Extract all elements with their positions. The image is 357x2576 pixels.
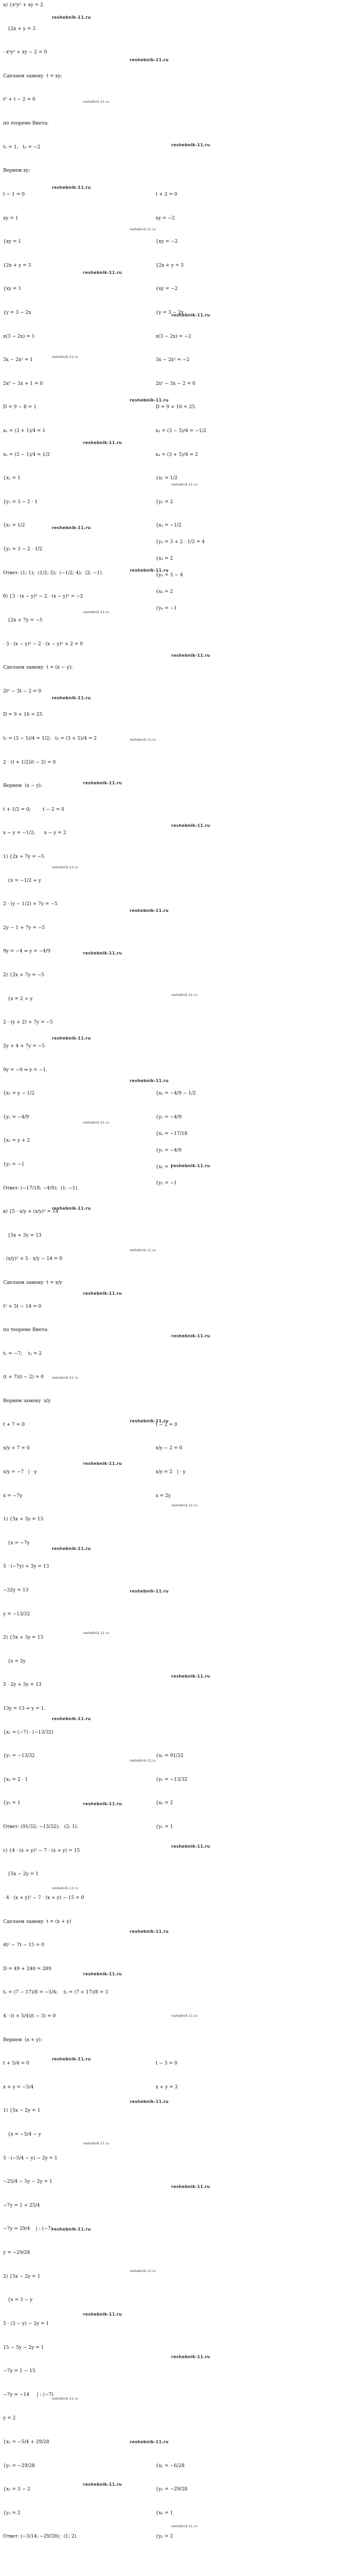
solution-line: {x₁ = 1 bbox=[3, 476, 21, 481]
watermark: reshebnik-11.ru bbox=[171, 993, 198, 997]
solution-line-right: {y₂ = 2 bbox=[156, 2534, 173, 2540]
solution-line-right: {x₁ = −4/9 − 1/2 bbox=[156, 1091, 196, 1097]
watermark: reshebnik-11.ru bbox=[171, 1844, 210, 1849]
solution-line: Вернем (x + y): bbox=[3, 2037, 43, 2043]
solution-line-right: {x₂ = 2 bbox=[156, 1801, 173, 1806]
solution-line: t + 1/2 = 0; t − 2 = 0 bbox=[3, 807, 64, 812]
watermark: reshebnik-11.ru bbox=[52, 1887, 78, 1890]
solution-line: 9y = −9 ⇒ y = −1. bbox=[3, 1067, 48, 1073]
watermark: reshebnik-11.ru bbox=[52, 525, 91, 530]
solution-line: x = −7y bbox=[3, 1493, 22, 1499]
solution-line: −32y = 13 bbox=[3, 1587, 29, 1593]
watermark: reshebnik-11.ru bbox=[83, 1291, 122, 1296]
watermark: reshebnik-11.ru bbox=[171, 1674, 210, 1679]
solution-line: −7y = 1 − 15 bbox=[3, 2369, 36, 2374]
watermark: reshebnik-11.ru bbox=[171, 2014, 198, 2018]
solution-line-right: {x₂ = 1 bbox=[156, 2510, 173, 2516]
solution-line: 3x − 2x² = 1 bbox=[3, 357, 33, 363]
solution-line: 2 · (y + 2) + 7y = −5 bbox=[3, 1020, 53, 1026]
solution-line-right: t + 2 = 0 bbox=[156, 191, 177, 197]
solution-line: 1) {5x − 2y = 1 bbox=[3, 2108, 40, 2114]
solution-line-right: {x₂ = 1 bbox=[156, 1164, 173, 1170]
watermark: reshebnik-11.ru bbox=[130, 58, 169, 62]
watermark: reshebnik-11.ru bbox=[171, 1504, 198, 1507]
solution-line-right: {x₄ = 2 bbox=[156, 589, 173, 595]
watermark: reshebnik-11.ru bbox=[83, 2312, 122, 2317]
solution-line: y = 2 bbox=[3, 2416, 16, 2421]
solution-line: {5x − 2y = 1 bbox=[3, 1872, 39, 1877]
watermark: reshebnik-11.ru bbox=[83, 951, 122, 955]
watermark: reshebnik-11.ru bbox=[130, 908, 169, 913]
solution-line: · (x/y)² + 5 · x/y − 14 = 0 bbox=[3, 1256, 63, 1262]
solution-line-right: {y₁ = −4/9 bbox=[156, 1114, 182, 1120]
solution-line-right: x/y − 2 = 0 bbox=[156, 1446, 183, 1451]
solution-line: а) {x²y² + xy = 2 bbox=[3, 3, 44, 8]
watermark: reshebnik-11.ru bbox=[83, 100, 109, 104]
solution-line: x₁ = (3 + 1)/4 = 1 bbox=[3, 428, 46, 434]
watermark: reshebnik-11.ru bbox=[130, 398, 169, 403]
solution-line-right: D = 9 + 16 = 25 bbox=[156, 405, 195, 410]
solution-line: {x₁ = −5/4 + 29/28 bbox=[3, 2439, 49, 2445]
solution-line: −25/4 − 5y − 2y = 1 bbox=[3, 2179, 52, 2185]
watermark: reshebnik-11.ru bbox=[130, 1929, 169, 1934]
watermark: reshebnik-11.ru bbox=[83, 1631, 109, 1635]
solution-line: Вернем (x − y): bbox=[3, 783, 43, 789]
solution-line: t² + t − 2 = 0 bbox=[3, 97, 36, 103]
solution-line: {y₂ = 3 − 2 · 1/2 bbox=[3, 547, 43, 552]
solution-line: {y = 3 − 2x bbox=[3, 310, 31, 315]
solution-line: x − y = −1/2; x − y = 2 bbox=[3, 830, 66, 836]
solution-line-right: {y₂ = 1 bbox=[156, 1824, 173, 1830]
solution-line: {xy = 1 bbox=[3, 239, 21, 245]
watermark: reshebnik-11.ru bbox=[171, 313, 210, 317]
watermark: reshebnik-11.ru bbox=[83, 1121, 109, 1125]
solution-line: Вернем xy: bbox=[3, 168, 31, 174]
solution-line: {5x + 3y = 13 bbox=[3, 1232, 42, 1238]
solution-line-right: {x₄ = 2 bbox=[156, 556, 173, 562]
solution-line: {x₂ = y + 2 bbox=[3, 1138, 30, 1144]
solution-line-right: {x₁ = 91/32 bbox=[156, 1753, 184, 1759]
solution-line: 4t² − 7t − 15 = 0 bbox=[3, 1943, 45, 1948]
solution-line: {y₂ = 1 bbox=[3, 1801, 21, 1806]
solution-line: t₁ = −7; t₂ = 2 bbox=[3, 1351, 42, 1356]
solution-line: 2) {5x + 3y = 13 bbox=[3, 1635, 44, 1641]
solution-line: · 3 · (x − y)² − 2 · (x − y)² + 2 = 0 bbox=[3, 641, 83, 647]
solution-line-right: {xy = −2 bbox=[156, 239, 178, 245]
solution-line: x/y = −7 | · y bbox=[3, 1469, 37, 1475]
solution-line-right: {xy = −2 bbox=[156, 286, 178, 292]
watermark: reshebnik-11.ru bbox=[83, 1972, 122, 1976]
solution-line-right: x + y = 3 bbox=[156, 2084, 178, 2090]
solution-line-right: {x₃ = −1/2 bbox=[156, 523, 182, 529]
solution-line: y = −29/28 bbox=[3, 2250, 30, 2256]
solution-line: {x = −1/2 + y bbox=[3, 878, 42, 883]
watermark: reshebnik-11.ru bbox=[130, 1419, 169, 1423]
solution-line: {2x + y = 3 bbox=[3, 26, 36, 32]
watermark: reshebnik-11.ru bbox=[83, 611, 109, 614]
solution-line: 2y − 1 + 7y = −5 bbox=[3, 925, 45, 931]
watermark: reshebnik-11.ru bbox=[83, 2142, 109, 2145]
watermark: reshebnik-11.ru bbox=[171, 2355, 210, 2359]
solution-line: x(3 − 2x) = 1 bbox=[3, 334, 35, 339]
solution-line: 2 · (y − 1/2) + 7y = −5 bbox=[3, 902, 58, 907]
watermark: reshebnik-11.ru bbox=[171, 2184, 210, 2189]
solution-line: Ответ: (91/32; −13/32); (2; 1). bbox=[3, 1824, 78, 1830]
watermark: reshebnik-11.ru bbox=[83, 781, 122, 785]
solution-line: Сделаем замену t = xy; bbox=[3, 73, 62, 79]
solution-line: {x₁ = (−7) · (−13/32) bbox=[3, 1729, 54, 1735]
solution-line-right: 3x − 2x² = −2 bbox=[156, 357, 190, 363]
solution-line: 13y = 13 ⇒ y = 1. bbox=[3, 1706, 46, 1711]
solution-line-right: x/y = 2 | · y bbox=[156, 1469, 186, 1475]
solution-line: t − 1 = 0 bbox=[3, 191, 25, 197]
solution-line: Ответ: (−3/14; −29/28); (1; 2). bbox=[3, 2534, 78, 2540]
watermark: reshebnik-11.ru bbox=[130, 2440, 169, 2444]
solution-line-right: {y₁ = −29/28 bbox=[156, 2487, 188, 2492]
watermark: reshebnik-11.ru bbox=[171, 823, 210, 828]
solution-line: по теореме Виета: bbox=[3, 121, 49, 127]
watermark: reshebnik-11.ru bbox=[130, 1078, 169, 1083]
solution-line: {2x + y = 3 bbox=[3, 262, 31, 268]
solution-line-right: x₄ = (3 + 5)/4 = 2 bbox=[156, 452, 198, 458]
solution-line: {2x + 7y = −5 bbox=[3, 617, 43, 623]
solution-line: t + 7 = 0 bbox=[3, 1422, 25, 1428]
solution-line: 5 · (3 − y) − 2y = 1 bbox=[3, 2321, 49, 2326]
solution-line-right: {x₂ = 1/2 bbox=[156, 476, 178, 481]
watermark: reshebnik-11.ru bbox=[52, 2057, 91, 2061]
solution-line-right: t − 2 = 0 bbox=[156, 1422, 177, 1428]
solution-line-right: {x₁ = −6/28 bbox=[156, 2463, 185, 2469]
solution-line: t₁ = (7 − 17)/8 = −5/4; t₂ = (7 + 17)/8 = 3 bbox=[3, 1990, 108, 1996]
solution-line: {y₂ = 2 bbox=[3, 2510, 21, 2516]
solution-line: г) {4 · (x + y)² − 7 · (x + y) = 15 bbox=[3, 1848, 80, 1853]
solution-line: {x = 3 − y bbox=[3, 2297, 33, 2303]
solution-line-right: x₃ = (3 − 5)/4 = −1/2 bbox=[156, 428, 207, 434]
solution-line: {x₂ = 2 · 1 bbox=[3, 1777, 28, 1782]
watermark: reshebnik-11.ru bbox=[171, 2525, 198, 2528]
watermark: reshebnik-11.ru bbox=[83, 440, 122, 445]
solution-line: t² + 5t − 14 = 0 bbox=[3, 1304, 42, 1309]
solution-line-right: x(3 − 2x) = −2 bbox=[156, 334, 191, 339]
solution-line-right: {y₄ = −1 bbox=[156, 606, 177, 612]
solution-line: 2 · (t + 1/2)(t − 2) = 0 bbox=[3, 759, 56, 765]
watermark: reshebnik-11.ru bbox=[52, 1546, 91, 1551]
watermark: reshebnik-11.ru bbox=[130, 228, 156, 231]
solution-line: · x²y² + xy − 2 = 0 bbox=[3, 50, 47, 56]
watermark: reshebnik-11.ru bbox=[130, 2099, 169, 2104]
solution-line: · 4 · (x + y)² − 7 · (x + y) − 15 = 0 bbox=[3, 1895, 84, 1901]
solution-line-right: t − 3 = 0 bbox=[156, 2061, 177, 2067]
solution-line: б) {3 · (x − y)² − 2 · (x − y)² = −2 bbox=[3, 594, 84, 600]
solution-line: 2) {5x − 2y = 1 bbox=[3, 2274, 40, 2279]
solution-line: {x = −5/4 − y bbox=[3, 2132, 42, 2137]
solution-line: 1) {2x + 7y = −5 bbox=[3, 854, 45, 860]
watermark: reshebnik-11.ru bbox=[52, 1036, 91, 1041]
watermark: reshebnik-11.ru bbox=[83, 1461, 122, 1466]
solution-line: {y₁ = −4/9 bbox=[3, 1114, 29, 1120]
solution-line: D = 9 − 8 = 1 bbox=[3, 405, 37, 410]
watermark: reshebnik-11.ru bbox=[52, 2227, 91, 2232]
solution-line: 15 − 5y − 2y = 1 bbox=[3, 2345, 44, 2350]
solution-line: xy = 1 bbox=[3, 215, 19, 221]
watermark: reshebnik-11.ru bbox=[52, 185, 91, 190]
solution-line-right: 2x² − 3x − 2 = 0 bbox=[156, 381, 196, 386]
solution-line: 5 · (−7y) + 3y = 13 bbox=[3, 1564, 49, 1570]
solution-line-right: {y₃ = 3 + 2 · 1/2 = 4 bbox=[156, 539, 205, 545]
solution-line: −7y = 29/4 | : (−7) bbox=[3, 2226, 53, 2232]
solution-line: {y₂ = −1 bbox=[3, 1161, 24, 1167]
solution-line: {x₂ = 1/2 bbox=[3, 523, 25, 529]
solution-line-right: x = 2y bbox=[156, 1493, 171, 1499]
watermark: reshebnik-11.ru bbox=[171, 653, 210, 658]
solution-line: x + y = −5/4 bbox=[3, 2084, 34, 2090]
solution-line: {x₂ = 3 − 2 bbox=[3, 2487, 31, 2492]
watermark: reshebnik-11.ru bbox=[171, 143, 210, 147]
solution-line: 2) {2x + 7y = −5 bbox=[3, 973, 45, 978]
solution-line: {y₁ = −13/32 bbox=[3, 1753, 35, 1759]
solution-line: D = 9 + 16 = 25 bbox=[3, 712, 43, 718]
watermark: reshebnik-11.ru bbox=[52, 355, 78, 359]
watermark: reshebnik-11.ru bbox=[130, 2269, 156, 2273]
solution-line: −7y = −14 | : (−7) bbox=[3, 2392, 53, 2398]
watermark: reshebnik-11.ru bbox=[83, 1802, 122, 1806]
solution-line: Ответ: (1; 1); (1/2; 2); (−1/2; 4); (2; −1). bbox=[3, 570, 103, 576]
watermark: reshebnik-11.ru bbox=[171, 483, 198, 487]
solution-line: D = 49 + 240 = 289 bbox=[3, 1966, 51, 1972]
solution-line: −7y = 1 + 25/4 bbox=[3, 2203, 40, 2208]
watermark: reshebnik-11.ru bbox=[52, 866, 78, 869]
solution-line: Сделаем замену t = (x + y) bbox=[3, 1919, 71, 1924]
solution-line-right: {2x + y = 3 bbox=[156, 262, 184, 268]
solution-line: t₁ = (3 − 5)/4 = 1/2; t₂ = (3 + 5)/4 = 2 bbox=[3, 736, 97, 741]
solution-line: {x = −7y bbox=[3, 1540, 30, 1546]
solution-line: 1) {5x + 3y = 13 bbox=[3, 1517, 44, 1522]
watermark: reshebnik-11.ru bbox=[52, 1716, 91, 1721]
watermark: reshebnik-11.ru bbox=[83, 270, 122, 275]
solution-line: {x = 2 + y bbox=[3, 996, 33, 1002]
watermark: reshebnik-11.ru bbox=[52, 696, 91, 700]
solution-line-right: {y₂ = 2 bbox=[156, 499, 173, 505]
solution-line: (t + 7)(t − 2) = 0 bbox=[3, 1375, 44, 1380]
solution-line: 5 · 2y + 3y = 13 bbox=[3, 1682, 42, 1688]
watermark: reshebnik-11.ru bbox=[52, 1376, 78, 1380]
solution-line: {y₁ = 3 − 2 · 1 bbox=[3, 499, 38, 505]
solution-line: y = −13/32 bbox=[3, 1611, 30, 1617]
solution-line-right: xy = −2 bbox=[156, 215, 175, 221]
watermark: reshebnik-11.ru bbox=[52, 1206, 91, 1211]
solution-line: в) {5 · x/y + (x/y)² = 14 bbox=[3, 1209, 59, 1215]
solution-line-right: {x₁ = −17/18 bbox=[156, 1131, 188, 1137]
watermark: reshebnik-11.ru bbox=[171, 1164, 210, 1168]
solution-line-right: {y₁ = −4/9 bbox=[156, 1147, 182, 1153]
solution-line-right: {y₁ = −13/32 bbox=[156, 1777, 188, 1782]
watermark: reshebnik-11.ru bbox=[52, 2397, 78, 2401]
solution-line: {y₁ = −29/28 bbox=[3, 2463, 35, 2469]
solution-line: по теореме Виета: bbox=[3, 1327, 49, 1333]
solution-line: 4 · (t + 5/4)(t − 3) = 0 bbox=[3, 2013, 56, 2019]
solution-line: x/y + 7 = 0 bbox=[3, 1446, 30, 1451]
solution-line: 9y = −4 ⇒ y = −4/9 bbox=[3, 949, 50, 954]
solution-line: Сделаем замену t = (x − y); bbox=[3, 665, 73, 671]
watermark: reshebnik-11.ru bbox=[130, 1249, 156, 1252]
solution-line-right: {y₄ = 3 − 4 bbox=[156, 573, 183, 578]
solution-line: 2y + 4 + 7y = −5 bbox=[3, 1043, 45, 1049]
watermark: reshebnik-11.ru bbox=[171, 1334, 210, 1338]
solution-line: {x₁ = y − 1/2 bbox=[3, 1091, 35, 1097]
solution-line: Вернем замену x/y bbox=[3, 1398, 51, 1404]
solution-line: {xy = 1 bbox=[3, 286, 21, 292]
watermark: reshebnik-11.ru bbox=[130, 1589, 169, 1594]
solution-line-right: {y₂ = −1 bbox=[156, 1181, 177, 1186]
watermark: reshebnik-11.ru bbox=[83, 2482, 122, 2487]
watermark: reshebnik-11.ru bbox=[130, 568, 169, 573]
solution-line: 5 · (−5/4 − y) − 2y = 1 bbox=[3, 2155, 58, 2161]
solution-line: 2x² − 3x + 1 = 0 bbox=[3, 381, 43, 386]
watermark: reshebnik-11.ru bbox=[130, 738, 156, 742]
solution-line: t₁ = 1; t₂ = −2 bbox=[3, 144, 40, 150]
solution-line: t + 5/4 = 0 bbox=[3, 2061, 30, 2067]
watermark: reshebnik-11.ru bbox=[130, 1759, 156, 1763]
solution-line: {x = 2y bbox=[3, 1658, 26, 1664]
solution-line: Ответ: (−17/18; −4/9); (1; −1). bbox=[3, 1185, 79, 1191]
watermark: reshebnik-11.ru bbox=[52, 15, 91, 20]
solution-line: Сделаем замену t = x/y bbox=[3, 1280, 62, 1285]
solution-line: x₂ = (3 − 1)/4 = 1/2 bbox=[3, 452, 50, 458]
solution-line-right: {y = 3 − 2x bbox=[156, 310, 184, 315]
solution-line: 2t² − 3t − 2 = 0 bbox=[3, 688, 42, 694]
